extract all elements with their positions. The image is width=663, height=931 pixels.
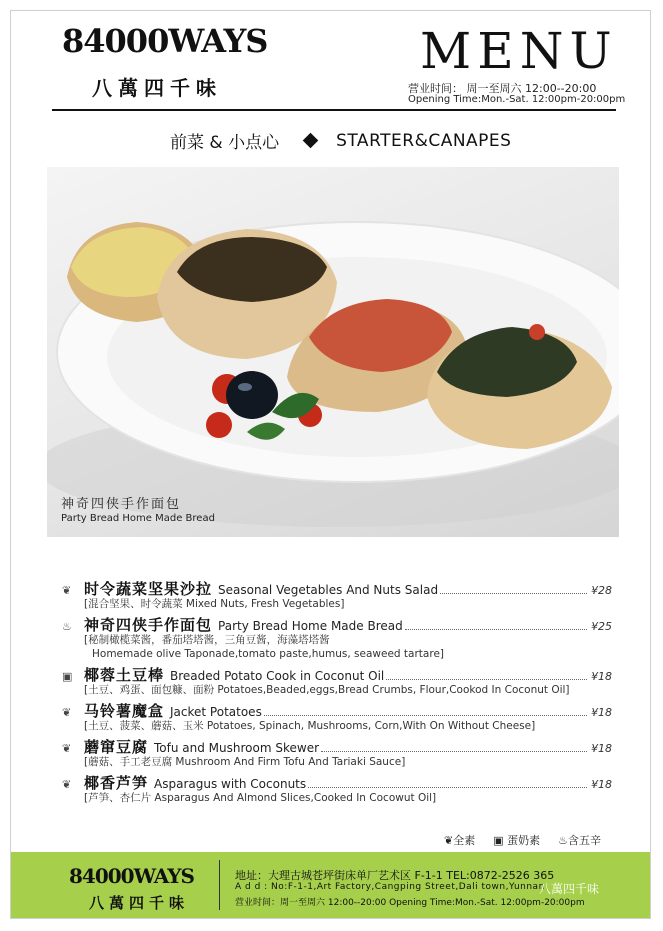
footer-address-cn: 地址：大理古城苍坪街床单厂艺术区 F-1-1 TEL:0872-2526 365 [235, 869, 555, 882]
menu-item [62, 736, 612, 772]
menu-item-list [62, 578, 612, 808]
egg-dairy-icon: ▣ [493, 834, 508, 847]
item-name-cn: 蘑窜豆腐 [84, 738, 149, 756]
item-name-cn: 神奇四侠手作面包 [84, 616, 213, 634]
footer-logo-english: 84000WAYS [69, 864, 195, 888]
photo-caption-cn: 神奇四侠手作面包 [61, 497, 182, 512]
item-name-cn: 椰蓉土豆棒 [84, 666, 165, 684]
section-title-en: STARTER&CANAPES [336, 130, 512, 151]
item-name-en: Jacket Potatoes [170, 705, 262, 719]
item-name-en: Party Bread Home Made Bread [218, 619, 403, 633]
footer-address-en: A d d : No:F-1-1,Art Factory,Cangping Street,Dali town,Yunnan [235, 882, 545, 892]
item-name-cn: 椰香芦笋 [84, 774, 149, 792]
bread-plate-illustration [47, 167, 619, 537]
legend-vegan-label: 全素 [453, 834, 476, 847]
header-divider [52, 109, 616, 111]
item-price: ¥18 [591, 670, 612, 683]
legend-pungent [558, 832, 601, 848]
item-description: [蘑菇、手工老豆腐 Mushroom And Firm Tofu And Tariaki Sauce] [84, 756, 406, 768]
photo-caption-en: Party Bread Home Made Bread [61, 513, 215, 524]
menu-item [62, 614, 612, 664]
opening-hours-en: Opening Time:Mon.-Sat. 12:00pm-20:00pm [408, 94, 626, 105]
menu-title: MENU [420, 22, 618, 80]
dot-leader [440, 593, 587, 594]
vegan-leaf-icon: ❦ [62, 778, 72, 791]
item-price: ¥25 [591, 620, 612, 633]
egg-dairy-icon: ▣ [62, 670, 73, 683]
dot-leader [264, 715, 587, 716]
item-description: [土豆、鸡蛋、面包糠、面粉 Potatoes,Beaded,eggs,Bread Crumbs, Flour,Cookod In Coconut Oil] [84, 684, 570, 696]
item-name-cn: 马铃薯魔盒 [84, 702, 165, 720]
dot-leader [321, 751, 587, 752]
section-heading [170, 128, 511, 153]
opening-hours-cn: 营业时间： 周一至周六 12:00--20:00 [408, 82, 597, 95]
logo-english: 84000WAYS [62, 22, 268, 60]
item-name-en: Asparagus with Coconuts [154, 777, 307, 791]
item-description: [混合坚果、时令蔬菜 Mixed Nuts, Fresh Vegetables] [84, 598, 345, 610]
item-name-en: Seasonal Vegetables And Nuts Salad [218, 583, 439, 597]
dot-leader [308, 787, 587, 788]
logo-chinese: 八萬四千味 [92, 76, 222, 100]
item-description: [秘制橄榄菜酱，番茄塔塔酱，三角豆酱，海藻塔塔酱 [84, 634, 330, 646]
vegan-leaf-icon: ❦ [444, 834, 454, 847]
vegan-leaf-icon: ❦ [62, 706, 72, 719]
footer-bar [11, 852, 650, 918]
item-price: ¥28 [591, 584, 612, 597]
legend-egg-dairy-label: 蛋奶素 [507, 834, 541, 847]
item-price: ¥18 [591, 742, 612, 755]
item-description: [芦笋、杏仁片 Asparagus And Almond Slices,Cooked In Cocowut Oil] [84, 792, 437, 804]
footer-divider [219, 860, 220, 910]
item-name-en: Tofu and Mushroom Skewer [154, 741, 320, 755]
diamond-icon [303, 133, 319, 149]
menu-item [62, 578, 612, 614]
item-price: ¥18 [591, 778, 612, 791]
footer-hours: 营业时间：周一至周六 12:00--20:00 Opening Time:Mon.-Sat. 12:00pm-20:00pm [235, 898, 585, 908]
menu-item [62, 700, 612, 736]
legend-egg-dairy [493, 832, 540, 848]
dot-leader [405, 629, 587, 630]
item-name-cn: 时令蔬菜坚果沙拉 [84, 580, 213, 598]
legend-vegan [444, 832, 475, 848]
dot-leader [386, 679, 587, 680]
vegan-leaf-icon: ❦ [62, 742, 72, 755]
footer-logo-chinese: 八萬四千味 [89, 894, 190, 912]
menu-item [62, 772, 612, 808]
menu-item [62, 664, 612, 700]
pungent-flame-icon: ♨ [558, 834, 568, 847]
item-price: ¥18 [591, 706, 612, 719]
vegan-leaf-icon: ❦ [62, 584, 72, 597]
pungent-flame-icon: ♨ [62, 620, 72, 633]
section-title-cn: 前菜 & 小点心 [170, 133, 280, 153]
wechat-watermark: 八萬四千味 [539, 882, 600, 896]
item-name-en: Breaded Potato Cook in Coconut Oil [170, 669, 385, 683]
dish-photo [47, 167, 619, 537]
legend-pungent-label: 含五辛 [567, 834, 601, 847]
item-description: [土豆、菠菜、蘑菇、玉米 Potatoes, Spinach, Mushrooms, Corn,With On Without Cheese] [84, 720, 536, 732]
item-description: Homemade olive Taponade,tomato paste,humus, seaweed tartare] [92, 648, 444, 660]
diet-legend [444, 832, 601, 848]
